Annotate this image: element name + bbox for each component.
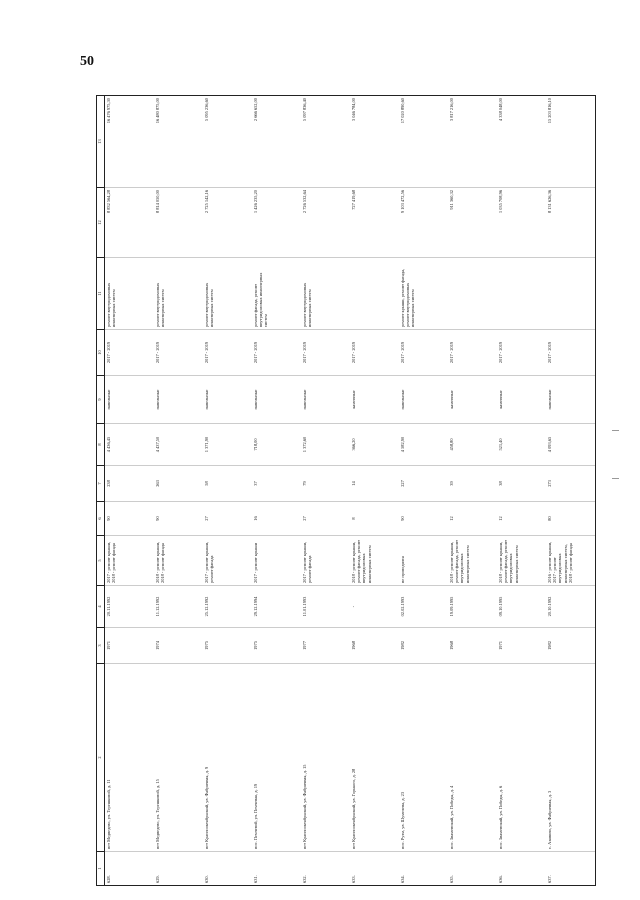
planned-works-cell: ремонт внутридомовых инженерных систем (154, 258, 203, 330)
date-cell: 09.10.1995 (497, 586, 546, 628)
table-body (105, 96, 596, 886)
row-number-cell: 633. (350, 852, 399, 886)
wall-material-cell: панельные (203, 376, 252, 424)
table-row (448, 96, 497, 886)
build-year-cell: 1982 (546, 628, 596, 664)
table-row (301, 96, 350, 886)
address-cell: пгт Медведево, ул. Терешковой, д. 15 (154, 664, 203, 852)
address-cell: пос. Знаменский, ул. Победы, д. 4 (448, 664, 497, 852)
area-cell: 4 582,90 (399, 424, 448, 466)
period-cell: 2017 - 2019 (105, 330, 155, 376)
housing-table (96, 95, 596, 886)
area-cell: 1 371,90 (203, 424, 252, 466)
area-cell: 718,00 (252, 424, 301, 466)
area-cell: 521,40 (497, 424, 546, 466)
address-cell: пгт Краснооктябрьский, ул. Горького, д. 28 (350, 664, 399, 852)
flats-cell: 27 (301, 502, 350, 536)
column-header-1: 1 (97, 852, 105, 886)
cost-12-cell: 1 035 708,96 (497, 188, 546, 258)
build-year-cell: 1975 (203, 628, 252, 664)
table-row (497, 96, 546, 886)
period-cell: 2017 - 2019 (448, 330, 497, 376)
residents-cell: 14 (350, 466, 399, 502)
date-cell: - (350, 586, 399, 628)
column-header-5: 5 (97, 536, 105, 586)
cost-12-cell: 727 419,68 (350, 188, 399, 258)
flats-cell: 12 (448, 502, 497, 536)
period-cell: 2017 - 2019 (301, 330, 350, 376)
build-year-cell: 1974 (154, 628, 203, 664)
wall-material-cell: панельные (105, 376, 155, 424)
column-header-7: 7 (97, 466, 105, 502)
flats-cell: 90 (154, 502, 203, 536)
column-header-10: 10 (97, 330, 105, 376)
date-cell: 19.09.1995 (448, 586, 497, 628)
cost-12-cell: 8 131 626,36 (546, 188, 596, 258)
period-cell: 2017 - 2019 (399, 330, 448, 376)
residents-cell: 263 (154, 466, 203, 502)
date-cell: 20.10.1992 (546, 586, 596, 628)
page-number: 50 (80, 54, 94, 69)
residents-cell: 37 (252, 466, 301, 502)
date-cell: 11.12.1992 (154, 586, 203, 628)
column-header-11: 11 (97, 258, 105, 330)
build-year-cell: 1982 (399, 628, 448, 664)
planned-works-cell: ремонт крыши, ремонт фасада, ремонт внутридомовых инженерных систем (399, 258, 448, 330)
row-number-cell: 634. (399, 852, 448, 886)
flats-cell: 27 (203, 502, 252, 536)
residents-cell: 238 (105, 466, 155, 502)
period-cell: 2017 - 2019 (203, 330, 252, 376)
planned-works-cell (546, 258, 596, 330)
period-cell: 2017 - 2019 (350, 330, 399, 376)
row-number-cell: 630. (203, 852, 252, 886)
scan-mark (612, 430, 619, 431)
wall-material-cell: каменные (448, 376, 497, 424)
completed-works-cell: 2018 - ремонт крыши, ремонт фасада, ремонт внутридомовых инженерных систем (350, 536, 399, 586)
flats-cell: 80 (546, 502, 596, 536)
address-cell: пгт Краснооктябрьский, ул. Фабричная, д. 15 (301, 664, 350, 852)
cost-12-cell: 8 814 050,00 (154, 188, 203, 258)
period-cell: 2017 - 2019 (546, 330, 596, 376)
completed-works-cell: 2017 - ремонт крыши, ремонт фасада (203, 536, 252, 586)
table-row (203, 96, 252, 886)
date-cell: 02.02.1993 (399, 586, 448, 628)
build-year-cell: 1971 (105, 628, 155, 664)
area-cell: 4 436,45 (105, 424, 155, 466)
row-number-cell: 632. (301, 852, 350, 886)
row-number-cell: 631. (252, 852, 301, 886)
column-header-6: 6 (97, 502, 105, 536)
cost-12-cell: 2 726 532,64 (301, 188, 350, 258)
cost-12-cell: 1 426 235,20 (252, 188, 301, 258)
table-row (546, 96, 596, 886)
residents-cell: 79 (301, 466, 350, 502)
period-cell: 2017 - 2019 (497, 330, 546, 376)
address-cell: пос. Знаменский, ул. Победы, д. 6 (497, 664, 546, 852)
table-row (252, 96, 301, 886)
cost-13-cell: 16 476 975,30 (105, 96, 155, 188)
cost-12-cell: 2 725 142,16 (203, 188, 252, 258)
table-row (399, 96, 448, 886)
planned-works-cell: ремонт внутридомовых инженерных систем (203, 258, 252, 330)
area-cell: 366,20 (350, 424, 399, 466)
column-header-8: 8 (97, 424, 105, 466)
wall-material-cell: панельные (301, 376, 350, 424)
planned-works-cell (497, 258, 546, 330)
cost-13-cell: 4 338 048,00 (497, 96, 546, 188)
completed-works-cell: не проводился (399, 536, 448, 586)
flats-cell: 16 (252, 502, 301, 536)
cost-13-cell: 3 046 784,00 (350, 96, 399, 188)
row-number-cell: 635. (448, 852, 497, 886)
cost-13-cell: 5 095 236,60 (203, 96, 252, 188)
planned-works-cell (448, 258, 497, 330)
completed-works-cell: 2018 - ремонт крыши, ремонт фасада, ремонт внутридомовых инженерных систем (448, 536, 497, 586)
date-cell: 25.12.1992 (203, 586, 252, 628)
cost-13-cell: 17 020 890,60 (399, 96, 448, 188)
column-header-9: 9 (97, 376, 105, 424)
build-year-cell: 1968 (350, 628, 399, 664)
column-header-13: 13 (97, 96, 105, 188)
address-cell: пос. Пемчевой, ул. Пемчевая, д. 19 (252, 664, 301, 852)
completed-works-cell: 2017 - ремонт крыши, ремонт фасада (301, 536, 350, 586)
flats-cell: 90 (399, 502, 448, 536)
address-cell: с. Азявино, ул. Фабричная, д. 3 (546, 664, 596, 852)
flats-cell: 90 (105, 502, 155, 536)
build-year-cell: 1977 (301, 628, 350, 664)
cost-12-cell: 9 103 472,56 (399, 188, 448, 258)
cost-13-cell: 15 203 816,10 (546, 96, 596, 188)
column-header-2: 2 (97, 664, 105, 852)
table-row (350, 96, 399, 886)
completed-works-cell: 2018 - ремонт крыши, 2018 - ремонт фасада (154, 536, 203, 586)
build-year-cell: 1968 (448, 628, 497, 664)
wall-material-cell: каменные (350, 376, 399, 424)
planned-works-cell (350, 258, 399, 330)
wall-material-cell: панельные (546, 376, 596, 424)
cost-13-cell: 16 480 875,00 (154, 96, 203, 188)
cost-13-cell: 2 666 652,00 (252, 96, 301, 188)
residents-cell: 273 (546, 466, 596, 502)
wall-material-cell: панельные (399, 376, 448, 424)
flats-cell: 8 (350, 502, 399, 536)
row-number-cell: 629. (154, 852, 203, 886)
cost-13-cell: 5 097 836,40 (301, 96, 350, 188)
row-number-cell: 636. (497, 852, 546, 886)
date-cell: 29.12.1994 (252, 586, 301, 628)
rotated-table-region (96, 96, 573, 886)
residents-cell: 39 (448, 466, 497, 502)
planned-works-cell: ремонт внутридомовых инженерных систем (301, 258, 350, 330)
residents-cell: 38 (497, 466, 546, 502)
planned-works-cell: ремонт фасада, ремонт внутридомовых инженерных систем (252, 258, 301, 330)
address-cell: пгт Краснооктябрьский, ул. Фабричная, д. 9 (203, 664, 252, 852)
column-header-3: 3 (97, 628, 105, 664)
area-cell: 4 437,50 (154, 424, 203, 466)
flats-cell: 12 (497, 502, 546, 536)
area-cell: 4 093,65 (546, 424, 596, 466)
row-number-cell: 628. (105, 852, 155, 886)
address-cell: пгт Медведево, ул. Терешковой, д. 11 (105, 664, 155, 852)
area-cell: 458,80 (448, 424, 497, 466)
header-row (97, 96, 105, 886)
table-row (154, 96, 203, 886)
column-header-12: 12 (97, 188, 105, 258)
cost-13-cell: 3 817 216,00 (448, 96, 497, 188)
wall-material-cell: каменные (497, 376, 546, 424)
wall-material-cell: панельные (252, 376, 301, 424)
completed-works-cell: 2016 - ремонт крыши, 2017 - ремонт внутридомовых инженерных систем, 2018 - ремонт фасада (546, 536, 596, 586)
period-cell: 2017 - 2019 (252, 330, 301, 376)
date-cell: 20.11.1992 (105, 586, 155, 628)
column-header-4: 4 (97, 586, 105, 628)
date-cell: 11.01.1993 (301, 586, 350, 628)
scan-mark (612, 478, 619, 479)
wall-material-cell: панельные (154, 376, 203, 424)
area-cell: 1 372,60 (301, 424, 350, 466)
completed-works-cell: 2017 - ремонт крыши, 2018 - ремонт фасада (105, 536, 155, 586)
completed-works-cell: 2017 - ремонт крыши (252, 536, 301, 586)
row-number-cell: 637. (546, 852, 596, 886)
residents-cell: 58 (203, 466, 252, 502)
build-year-cell: 1975 (252, 628, 301, 664)
cost-12-cell: 8 832 564,28 (105, 188, 155, 258)
period-cell: 2017 - 2019 (154, 330, 203, 376)
build-year-cell: 1971 (497, 628, 546, 664)
table-row (105, 96, 155, 886)
address-cell: пос. Руэм, ул. Шумелева, д. 23 (399, 664, 448, 852)
cost-12-cell: 911 360,32 (448, 188, 497, 258)
completed-works-cell: 2018 - ремонт крыши, ремонт фасада, ремонт внутридомовых инженерных систем (497, 536, 546, 586)
planned-works-cell: ремонт внутридомовых инженерных систем (105, 258, 155, 330)
residents-cell: 227 (399, 466, 448, 502)
